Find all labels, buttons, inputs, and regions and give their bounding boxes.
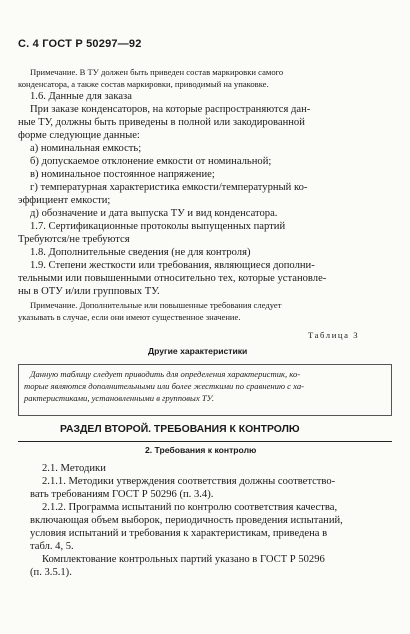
section-2-1-2: 2.1.2. Программа испытаний по контролю соответствия качества, [42,502,338,513]
section-1-9: 1.9. Степени жесткости или требования, являющиеся дополни- [30,260,315,271]
list-item: г) температурная характеристика емкости/температурный ко- [30,182,308,193]
order-line: При заказе конденсаторов, на которые распространяются дан- [30,104,311,115]
table-box-line: Данную таблицу следует приводить для определения характеристик, ко- [30,369,301,379]
table-label: Таблица 3 [308,330,360,340]
table-box-line: рактеристиками, установленными в групповых ТУ. [24,393,214,403]
section-2-heading: 2. Требования к контролю [145,445,257,455]
section-1-7-value: Требуются/не требуются [18,234,130,245]
list-item: эффициент емкости; [18,195,111,206]
part-two-title: РАЗДЕЛ ВТОРОЙ. ТРЕБОВАНИЯ К КОНТРОЛЮ [60,424,300,435]
section-2-1-2-cont: табл. 4, 5. [30,541,74,552]
section-1-7: 1.7. Сертификационные протоколы выпущенных партий [30,221,286,232]
table-title: Другие характеристики [148,346,248,356]
section-1-9-cont: тельными или повышенными относительно тех, которые установле- [18,273,327,284]
table-box-line: торые являются дополнительными или более жесткими по сравнению с ха- [24,381,304,391]
section-2-1-1-cont: вать требованиям ГОСТ Р 50296 (п. 3.4). [30,489,214,500]
list-item: а) номинальная емкость; [30,143,142,154]
section-1-6-heading: 1.6. Данные для заказа [30,91,132,102]
heading-rule [18,441,392,442]
order-line: ные ТУ, должны быть приведены в полной или закодированной [18,117,305,128]
section-2-1: 2.1. Методики [42,463,106,474]
note1-line-2: конденсатора, а также состав маркировки, приводимый на упаковке. [18,79,269,89]
section-2-1-2-cont: условия испытаний и требования к характеристикам, приведена в [30,528,328,539]
note2-line-1: Примечание. Дополнительные или повышенные требования следует [30,300,282,310]
section-2-1-2-cont: включающая объем выборок, периодичность проведения испытаний, [30,515,343,526]
page-header: С. 4 ГОСТ Р 50297—92 [18,38,142,50]
control-batches: Комплектование контрольных партий указано в ГОСТ Р 50296 [42,554,325,565]
section-1-9-cont: ны в ОТУ и/или групповых ТУ. [18,286,160,297]
note1-line-1: Примечание. В ТУ должен быть приведен состав маркировки самого [30,67,284,77]
list-item: б) допускаемое отклонение емкости от номинальной; [30,156,272,167]
section-2-1-1: 2.1.1. Методики утверждения соответствия должны соответство- [42,476,336,487]
note2-line-2: указывать в случае, если они имеют существенное значение. [18,312,241,322]
list-item: в) номинальное постоянное напряжение; [30,169,215,180]
control-batches-cont: (п. 3.5.1). [30,567,72,578]
section-1-8: 1.8. Дополнительные сведения (не для контроля) [30,247,251,258]
order-line: форме следующие данные: [18,130,140,141]
list-item: д) обозначение и дата выпуска ТУ и вид конденсатора. [30,208,278,219]
